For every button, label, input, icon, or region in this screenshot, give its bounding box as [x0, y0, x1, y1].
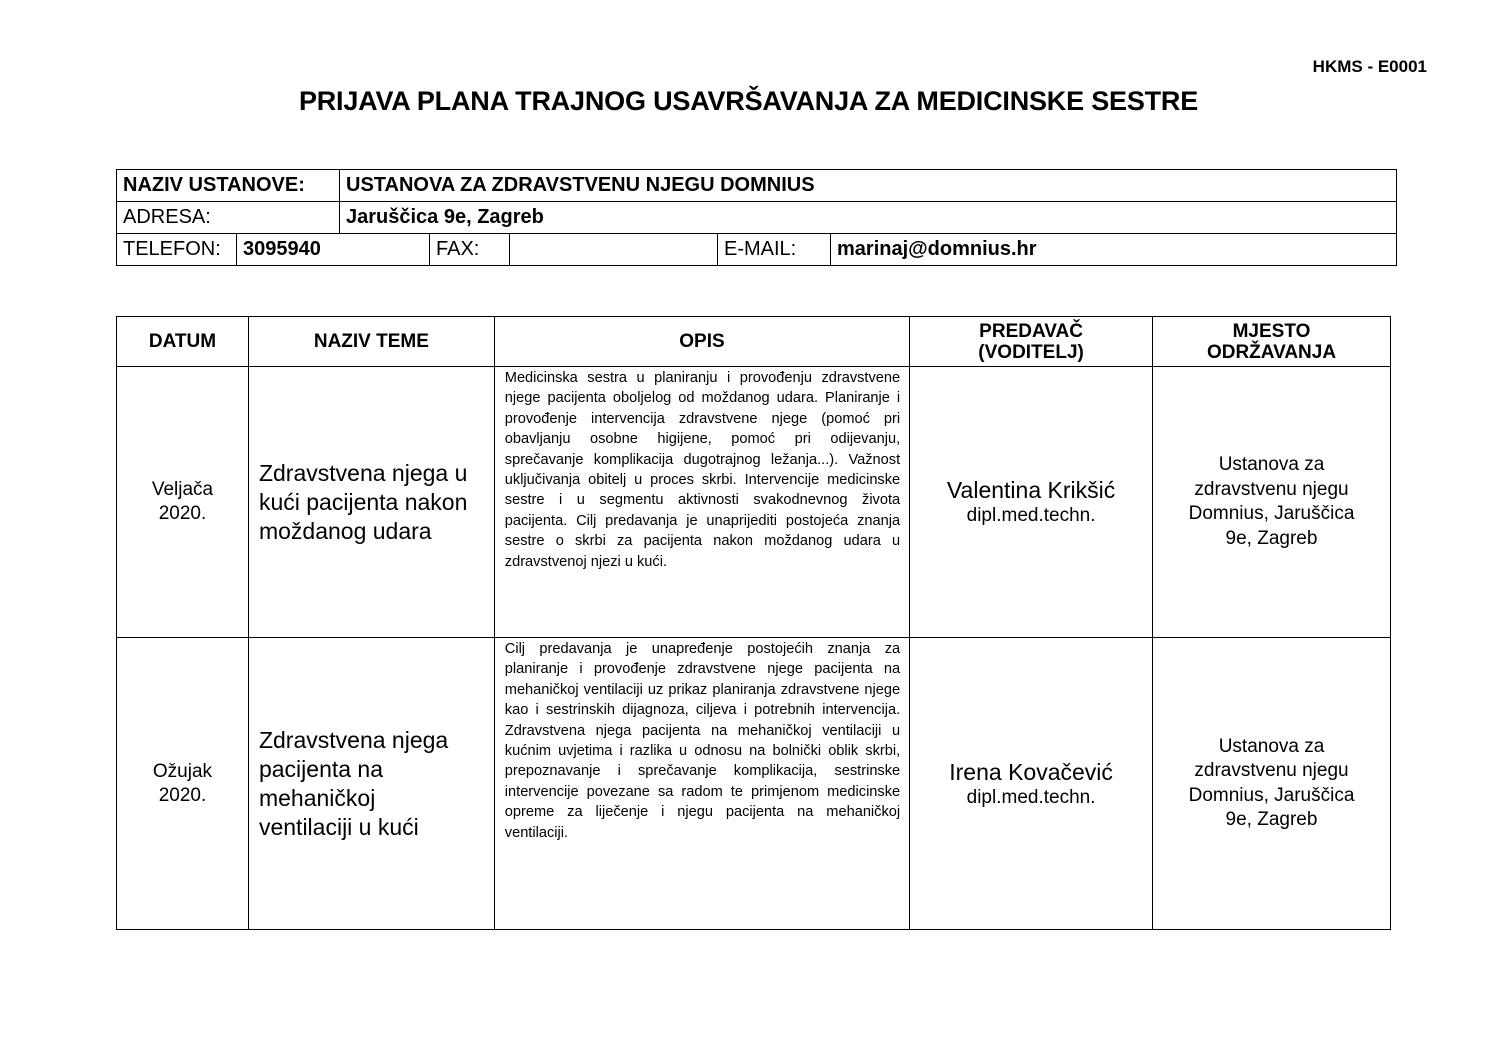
lecturer-title: dipl.med.techn.: [966, 505, 1096, 526]
row-description: Medicinska sestra u planiranju i provođenju zdravstvene njege pacijenta oboljelog od moždanog udara. Planiranje i provođenje intervencija zdravstvene njege (pomoć pri obavljanju osobne higijene, pomoć pri odijevanju, sprečavanje komplikacija dugotrajnog ležanja...). Važnost uključivanja obitelj u proces skrbi. Intervencije medicinske sestre i u segmentu aktivnosti svakodnevnog života pacijenta. Cilj predavanja je unaprijediti postojeća znanja sestre o skrbi za pacijenta nakon moždanog udara u zdravstvenoj njezi u kući.: [494, 367, 909, 638]
header-place: MJESTO ODRŽAVANJA: [1153, 317, 1391, 367]
institution-name-value: USTANOVA ZA ZDRAVSTVENU NJEGU DOMNIUS: [340, 170, 1397, 202]
phone-value: 3095940: [237, 234, 430, 266]
row-topic: Zdravstvena njega u kući pacijenta nakon moždanog udara: [248, 367, 494, 638]
education-plan-table: [116, 316, 1391, 930]
header-date: DATUM: [117, 317, 249, 367]
email-label: E-MAIL:: [718, 234, 831, 266]
row-place: Ustanova za zdravstvenu njegu Domnius, Jaruščica 9e, Zagreb: [1153, 638, 1391, 930]
phone-label: TELEFON:: [117, 234, 237, 266]
institution-address-row: [117, 202, 1397, 234]
fax-value: [510, 234, 718, 266]
row-description: Cilj predavanja je unapređenje postojećih znanja za planiranje i provođenje zdravstvene njege pacijenta na mehaničkoj ventilaciji uz prikaz planiranja zdravstvene njege kao i sestrinskih dijagnoza, ciljeva i potrebnih intervencija. Zdravstvena njega pacijenta na mehaničkoj ventilaciji u kućnim uvjetima i razlika u odnosu na bolnički oblik skrbi, prepoznavanje i sprečavanje komplikacija, sestrinske intervencije povezane sa radom te primjenom medicinske opreme za liječenje i njegu pacijenta na mehaničkoj ventilaciji.: [494, 638, 909, 930]
address-value: Jaruščica 9e, Zagreb: [340, 202, 1397, 234]
fax-label: FAX:: [430, 234, 510, 266]
lecturer-title: dipl.med.techn.: [966, 786, 1096, 808]
lecturer-name: Valentina Krikšić: [946, 477, 1116, 503]
header-description: OPIS: [494, 317, 909, 367]
institution-info-table: [116, 169, 1397, 266]
row-topic: Zdravstvena njega pacijenta na mehaničkoj ventilaciji u kući: [248, 638, 494, 930]
institution-name-label: NAZIV USTANOVE:: [117, 170, 340, 202]
document-title: PRIJAVA PLANA TRAJNOG USAVRŠAVANJA ZA MEDICINSKE SESTRE: [298, 86, 1199, 116]
email-value: marinaj@domnius.hr: [831, 234, 1397, 266]
row-lecturer: [910, 367, 1153, 638]
institution-contact-row: [117, 234, 1397, 266]
header-topic: NAZIV TEME: [248, 317, 494, 367]
table-row: [117, 367, 1391, 638]
plan-header-row: [117, 317, 1391, 367]
address-label: ADRESA:: [117, 202, 340, 234]
lecturer-name: Irena Kovačević: [949, 758, 1113, 785]
table-row: [117, 638, 1391, 930]
row-date: Ožujak 2020.: [117, 638, 249, 930]
institution-name-row: [117, 170, 1397, 202]
row-lecturer: [910, 638, 1153, 930]
form-code: HKMS - E0001: [1312, 57, 1427, 76]
row-date: Veljača 2020.: [117, 367, 249, 638]
header-lecturer: PREDAVAČ (VODITELJ): [910, 317, 1153, 367]
row-place: Ustanova za zdravstvenu njegu Domnius, Jaruščica 9e, Zagreb: [1153, 367, 1391, 638]
